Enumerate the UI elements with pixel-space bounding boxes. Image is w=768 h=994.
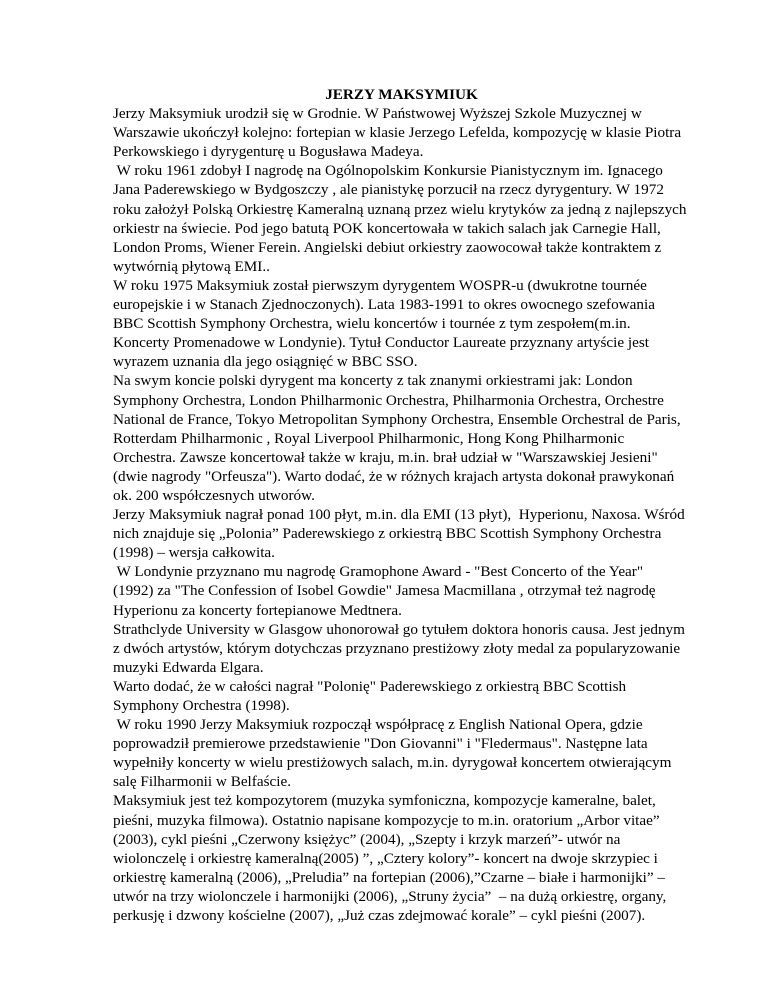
text-line: Warto dodać, że w całości nagrał "Polonię" Paderewskiego z orkiestrą BBC Scottish [113,677,627,695]
text-line: wiolonczelę i orkiestrę kameralną(2005) ”, „Cztery kolory”- koncert na dwoje skrzypiec i [113,849,658,867]
text-line: W Londynie przyznano mu nagrodę Gramophone Award - "Best Concerto of the Year" [113,563,644,581]
text-line: Jerzy Maksymiuk nagrał ponad 100 płyt, m.in. dla EMI (13 płyt), Hyperionu, Naxosa. Wśród [113,506,685,524]
text-line: London Proms, Wiener Ferein. Angielski debiut orkiestry zaowocował także kontraktem z [113,238,662,256]
text-line: utwór na trzy wiolonczele i harmonijki (2006), „Struny życia” – na dużą orkiestrę, organy, [113,887,667,905]
text-line: pieśni, muzyka filmowa). Ostatnio napisane kompozycje to m.in. oratorium „Arbor vitae” [113,811,660,829]
text-line: Maksymiuk jest też kompozytorem (muzyka symfoniczna, kompozycje kameralne, balet, [113,792,656,810]
text-line: wyrazem uznania dla jego osiągnięć w BBC SSO. [113,353,418,371]
text-line: W roku 1975 Maksymiuk został pierwszym dyrygentem WOSPR-u (dwukrotne tournée [113,276,647,294]
text-line: Warszawie ukończył kolejno: fortepian w klasie Jerzego Lefelda, kompozycję w klasie Piotra [113,124,682,142]
text-line: (1992) za "The Confession of Isobel Gowdie" Jamesa Macmillana , otrzymał też nagrodę [113,582,656,600]
text-line: orkiestrę kameralną (2006), „Preludia” na fortepian (2006),”Czarne – białe i harmonijki” – [113,868,666,886]
text-line: Symphony Orchestra, London Philharmonic Orchestra, Philharmonia Orchestra, Orchestre [113,391,664,409]
document-title: JERZY MAKSYMIUK [325,86,478,103]
text-line: z dwóch artystów, którym dotychczas przyznano prestiżowy złoty medal za popularyzowanie [113,639,681,657]
text-line: Jana Paderewskiego w Bydgoszczy , ale pianistykę porzucił na rzecz dyrygentury. W 1972 [113,181,664,199]
text-line: wytwórnią płytową EMI.. [113,257,270,275]
text-line: wypełniły koncerty w wielu prestiżowych salach, m.in. dyrygował koncertem otwierającym [113,754,672,772]
text-line: (1998) – wersja całkowita. [113,544,275,562]
text-line: muzyki Edwarda Elgara. [113,658,264,676]
text-line: salę Filharmonii w Belfaście. [113,773,291,791]
text-line: roku założył Polską Orkiestrę Kameralną uznaną przez wielu krytyków za jedną z najlepszych [113,200,687,218]
text-line: Perkowskiego i dyrygenturę u Bogusława Madeya. [113,143,424,161]
text-line: Rotterdam Philharmonic , Royal Liverpool Philharmonic, Hong Kong Philharmonic [113,429,625,447]
text-line: National de France, Tokyo Metropolitan Symphony Orchestra, Ensemble Orchestral de Paris, [113,410,681,428]
text-line: ok. 200 współczesnych utworów. [113,486,315,504]
text-line: Jerzy Maksymiuk urodził się w Grodnie. W Państwowej Wyższej Szkole Muzycznej w [113,105,642,123]
text-line: poprowadził premierowe przedstawienie "Don Giovanni" i "Fledermaus". Następne lata [113,735,648,753]
text-line: perkusję i dzwony kościelne (2007), „Już czas zdejmować korale” – cykl pieśni (2007). [113,907,646,925]
text-line: Koncerty Promenadowe w Londynie). Tytuł Conductor Laureate przyznany artyście jest [113,334,649,352]
text-line: BBC Scottish Symphony Orchestra, wielu koncertów i tournée z tym zespołem(m.in. [113,315,631,333]
document-body [113,104,687,925]
text-line: nich znajduje się „Polonia” Paderewskiego z orkiestrą BBC Scottish Symphony Orchestra [113,525,662,543]
text-line: (dwie nagrody "Orfeusza"). Warto dodać, że w różnych krajach artysta dokonał prawykonań [113,467,675,485]
text-line: europejskie i w Stanach Zjednoczonych). Lata 1983-1991 to okres owocnego szefowania [113,296,655,314]
text-line: (2003), cykl pieśni „Czerwony księżyc” (2004), „Szepty i krzyk marzeń”- utwór na [113,830,621,848]
text-line: Na swym koncie polski dyrygent ma koncerty z tak znanymi orkiestrami jak: London [113,372,633,390]
text-line: orkiestr na świecie. Pod jego batutą POK koncertowała w takich salach jak Carnegie Hall, [113,219,661,237]
text-line: W roku 1990 Jerzy Maksymiuk rozpoczął współpracę z English National Opera, gdzie [113,716,643,734]
text-line: Hyperionu za koncerty fortepianowe Medtnera. [113,601,402,619]
document-page [113,85,687,925]
text-line: Strathclyde University w Glasgow uhonorował go tytułem doktora honoris causa. Jest jednym [113,620,685,638]
text-line: Orchestra. Zawsze koncertował także w kraju, m.in. brał udział w "Warszawskiej Jesieni" [113,448,658,466]
text-line: Symphony Orchestra (1998). [113,697,290,714]
text-line: W roku 1961 zdobył I nagrodę na Ogólnopolskim Konkursie Pianistycznym im. Ignacego [113,162,663,180]
